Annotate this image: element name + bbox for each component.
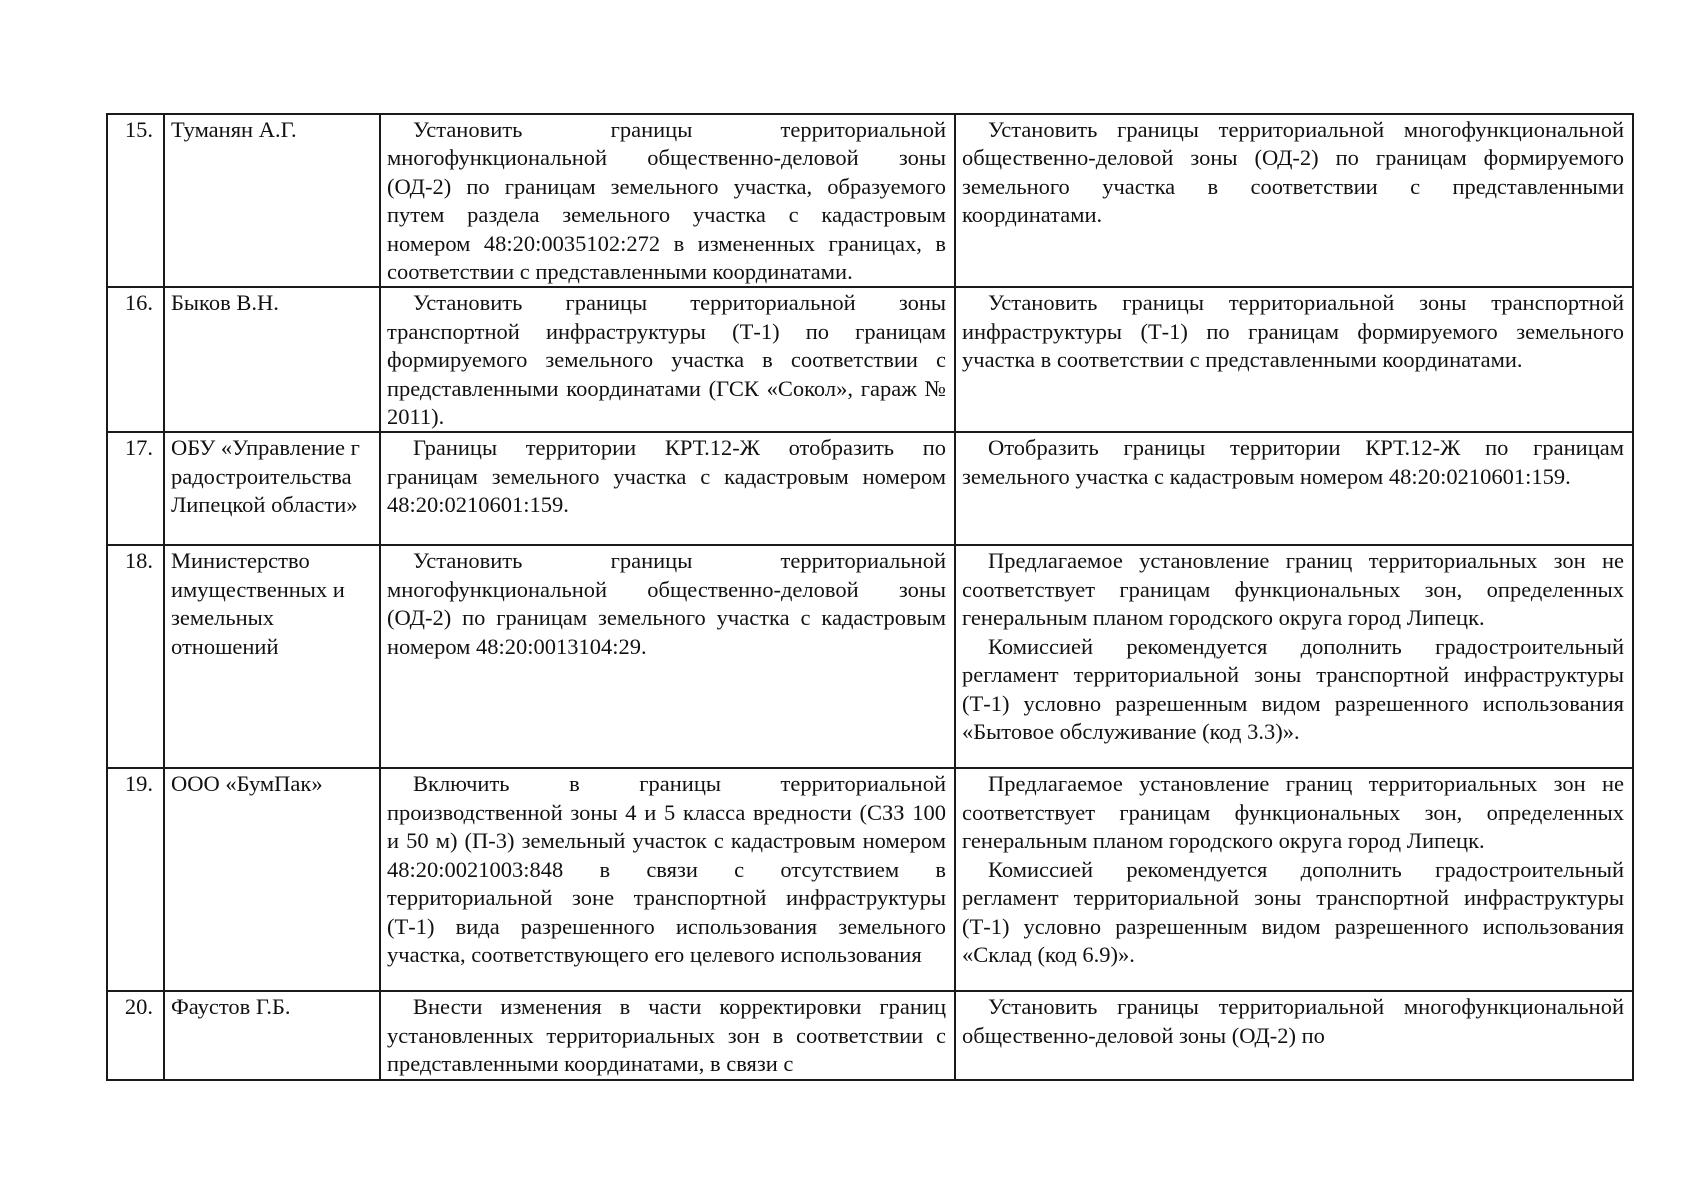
applicant-name: Туманян А.Г. xyxy=(164,114,380,287)
applicant-name: ОБУ «Управление градостроительства Липецкой области» xyxy=(164,432,380,545)
proposals-table xyxy=(106,113,1634,1081)
row-number: 19. xyxy=(107,768,164,991)
table-row xyxy=(107,432,1633,545)
commission-decision: Установить границы территориальной многофункциональной общественно-деловой зоны (ОД-2) по xyxy=(955,991,1633,1079)
proposal-text: Включить в границы территориальной производственной зоны 4 и 5 класса вредности (СЗЗ 100 и 50 м) (П-3) земельный участок с кадастровым номером 48:20:0021003:848 в связи с отсутствием в территориальной зоне транспортной инфраструктуры (Т-1) вида разрешенного использования земельного участка, соответствующего его целевого использования xyxy=(380,768,955,991)
applicant-name: ООО «БумПак» xyxy=(164,768,380,991)
row-number: 15. xyxy=(107,114,164,287)
commission-decision: Отобразить границы территории КРТ.12-Ж по границам земельного участка с кадастровым номером 48:20:0210601:159. xyxy=(955,432,1633,545)
table-row xyxy=(107,991,1633,1079)
commission-decision: Предлагаемое установление границ территориальных зон не соответствует границам функциональных зон, определенных генеральным планом городского округа город Липецк. Комиссией рекомендуется дополнить градостроительный регламент территориальной зоны транспортной инфраструктуры (Т-1) условно разрешенным видом разрешенного использования «Склад (код 6.9)». xyxy=(955,768,1633,991)
applicant-name: Быков В.Н. xyxy=(164,287,380,432)
applicant-name: Министерство имущественных и земельных отношений xyxy=(164,545,380,768)
commission-decision: Установить границы территориальной многофункциональной общественно-деловой зоны (ОД-2) по границам формируемого земельного участка в соответствии с представленными координатами. xyxy=(955,114,1633,287)
table-row xyxy=(107,114,1633,287)
commission-decision: Установить границы территориальной зоны транспортной инфраструктуры (Т-1) по границам формируемого земельного участка в соответствии с представленными координатами. xyxy=(955,287,1633,432)
table-row xyxy=(107,768,1633,991)
proposal-text: Установить границы территориальной многофункциональной общественно-деловой зоны (ОД-2) по границам земельного участка с кадастровым номером 48:20:0013104:29. xyxy=(380,545,955,768)
table-row xyxy=(107,545,1633,768)
proposal-text: Границы территории КРТ.12-Ж отобразить по границам земельного участка с кадастровым номером 48:20:0210601:159. xyxy=(380,432,955,545)
row-number: 16. xyxy=(107,287,164,432)
row-number: 18. xyxy=(107,545,164,768)
commission-decision: Предлагаемое установление границ территориальных зон не соответствует границам функциональных зон, определенных генеральным планом городского округа город Липецк. Комиссией рекомендуется дополнить градостроительный регламент территориальной зоны транспортной инфраструктуры (Т-1) условно разрешенным видом разрешенного использования «Бытовое обслуживание (код 3.3)». xyxy=(955,545,1633,768)
row-number: 17. xyxy=(107,432,164,545)
proposal-text: Установить границы территориальной многофункциональной общественно-деловой зоны (ОД-2) по границам земельного участка, образуемого путем раздела земельного участка с кадастровым номером 48:20:0035102:272 в измененных границах, в соответствии с представленными координатами. xyxy=(380,114,955,287)
proposal-text: Внести изменения в части корректировки границ установленных территориальных зон в соответствии с представленными координатами, в связи с xyxy=(380,991,955,1079)
applicant-name: Фаустов Г.Б. xyxy=(164,991,380,1079)
table-row xyxy=(107,287,1633,432)
proposal-text: Установить границы территориальной зоны транспортной инфраструктуры (Т-1) по границам формируемого земельного участка в соответствии с представленными координатами (ГСК «Сокол», гараж № 2011). xyxy=(380,287,955,432)
row-number: 20. xyxy=(107,991,164,1079)
